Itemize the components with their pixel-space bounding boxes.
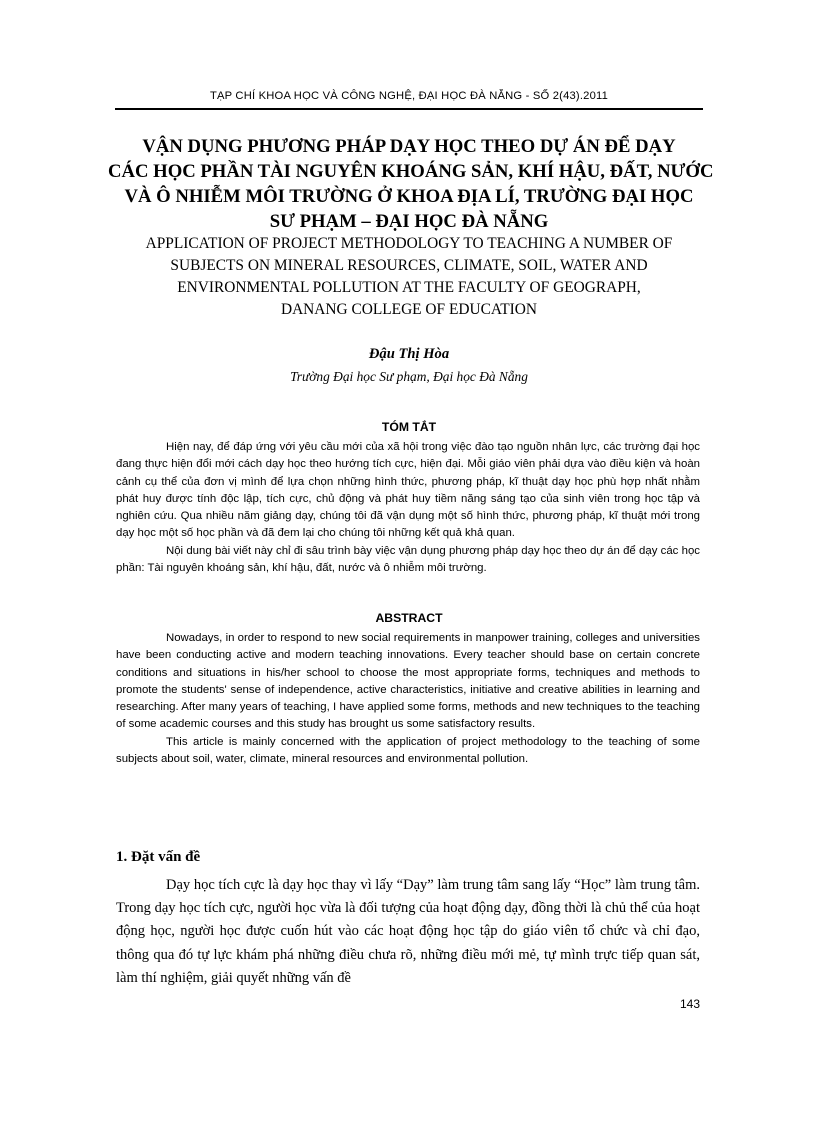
abstract-paragraph: Nowadays, in order to respond to new social requirements in manpower training, colleges and universities have been conducting active and modern teaching innovations. Every teacher should base on certain concrete conditions and situations in his/her school to choose the most appropriate forms, techniques and methods to promote the students' sense of independence, active characteristics, initiative and creative abilities in learning and researching. After many years of teaching, I have applied some forms, methods and new techniques to the teaching of some academic courses and this study has brought us some satisfactory results. <box>116 632 700 731</box>
section-title: 1. Đặt vấn đề <box>116 849 201 865</box>
abstract-heading: ABSTRACT <box>375 611 443 625</box>
title-en-line: APPLICATION OF PROJECT METHODOLOGY TO TEACHING A NUMBER OF <box>145 235 673 252</box>
title-en-line: SUBJECTS ON MINERAL RESOURCES, CLIMATE, SOIL, WATER AND <box>170 257 648 274</box>
journal-header: TẠP CHÍ KHOA HỌC VÀ CÔNG NGHỆ, ĐẠI HỌC ĐÀ NẴNG - SỐ 2(43).2011 <box>209 90 609 102</box>
title-english <box>108 233 710 321</box>
title-vi-line: VÀ Ô NHIỄM MÔI TRƯỜNG Ở KHOA ĐỊA LÍ, TRƯỜNG ĐẠI HỌC <box>124 186 694 207</box>
title-vietnamese <box>108 134 714 234</box>
header-divider <box>115 108 703 110</box>
body-paragraph: Dạy học tích cực là dạy học thay vì lấy “Dạy” làm trung tâm sang lấy “Học” làm trung tâm. Trong dạy học tích cực, người học vừa là đối tượng của hoạt động dạy, đồng thời là chủ thể của hoạt động học, người học được cuốn hút vào các hoạt động học tập do giáo viên tổ chức và chỉ đạo, thông qua đó tự lực khám phá những điều chưa rõ, những điều mới mẻ, tự mình trực tiếp quan sát, làm thí nghiệm, giải quyết những vấn đề <box>116 877 700 986</box>
abstract-english <box>116 630 700 768</box>
summary-heading: TÓM TẮT <box>381 420 437 434</box>
summary-paragraph: Hiện nay, để đáp ứng với yêu cầu mới của xã hội trong việc đào tạo nguồn nhân lực, các trường đại học đang thực hiện đổi mới cách dạy học theo hướng tích cực, hiện đại. Mỗi giáo viên phải dựa vào điều kiện và hoàn cảnh cụ thể của đơn vị mình để lựa chọn những hình thức, phương pháp, kĩ thuật dạy học phù hợp nhất nhằm phát huy được tính độc lập, tích cực, chủ động và phát huy tiềm năng sáng tạo của sinh viên trong học tập và nghiên cứu. Qua nhiều năm giảng dạy, chúng tôi đã vận dụng một số hình thức, phương pháp, kĩ thuật mới trong dạy học một số học phần và đã đem lại cho chúng tôi những kết quả khả quan. <box>116 441 700 540</box>
title-vi-line: SƯ PHẠM – ĐẠI HỌC ĐÀ NẴNG <box>269 211 549 232</box>
title-vi-line: CÁC HỌC PHẦN TÀI NGUYÊN KHOÁNG SẢN, KHÍ HẬU, ĐẤT, NƯỚC <box>108 161 714 182</box>
title-en-line: ENVIRONMENTAL POLLUTION AT THE FACULTY OF GEOGRAPH, <box>177 279 641 296</box>
section-body <box>116 874 700 990</box>
title-en-line: DANANG COLLEGE OF EDUCATION <box>280 301 538 318</box>
author-name: Đậu Thị Hòa <box>368 346 450 362</box>
page-number: 143 <box>679 997 700 1011</box>
title-vi-line: VẬN DỤNG PHƯƠNG PHÁP DẠY HỌC THEO DỰ ÁN ĐỂ DẠY <box>142 136 676 157</box>
abstract-paragraph: This article is mainly concerned with the application of project methodology to the teaching of some subjects about soil, water, climate, mineral resources and environmental pollution. <box>116 735 700 766</box>
author-affiliation: Trường Đại học Sư phạm, Đại học Đà Nẵng <box>290 369 528 384</box>
summary-vietnamese <box>116 439 700 577</box>
summary-paragraph: Nội dung bài viết này chỉ đi sâu trình bày việc vận dụng phương pháp dạy học theo dự án để dạy các học phần: Tài nguyên khoáng sản, khí hậu, đất, nước và ô nhiễm môi trường. <box>116 544 700 575</box>
